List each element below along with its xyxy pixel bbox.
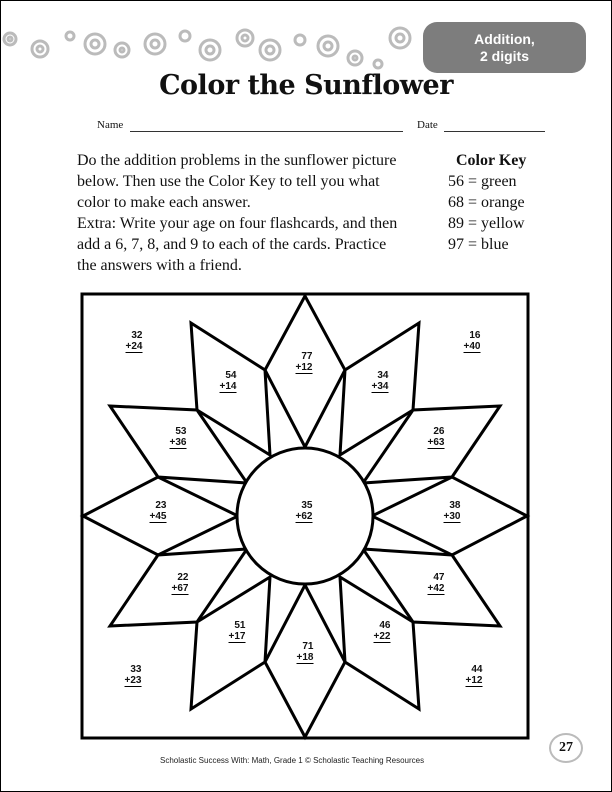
addend-top: 47: [433, 572, 445, 583]
addend-top: 54: [225, 370, 237, 381]
instruction-line: Do the addition problems in the sunflower picture: [77, 152, 397, 169]
addend-top: 77: [301, 351, 313, 362]
page-title: Color the Sunflower: [159, 70, 453, 101]
addend-bottom: +23: [124, 675, 142, 686]
addition-problem: [172, 572, 189, 595]
addition-problem: [444, 500, 461, 523]
addition-problem: [466, 664, 483, 687]
addend-top: 22: [177, 572, 189, 583]
instruction-line: the answers with a friend.: [77, 257, 242, 274]
instruction-line: add a 6, 7, 8, and 9 to each of the cards. Practice: [77, 236, 387, 253]
addend-bottom: +24: [125, 341, 143, 352]
instruction-line: below. Then use the Color Key to tell you what: [77, 173, 380, 190]
addition-problem: [296, 351, 313, 374]
topic-line-2: 2 digits: [479, 47, 529, 64]
addend-bottom: +17: [228, 631, 246, 642]
addition-problem: [428, 426, 445, 449]
addend-top: 26: [433, 426, 445, 437]
color-key-title: Color Key: [456, 152, 527, 169]
addition-problem: [125, 664, 142, 687]
addend-top: 38: [449, 500, 461, 511]
addend-bottom: +14: [219, 381, 237, 392]
topic-line-1: Addition,: [474, 30, 535, 47]
addend-bottom: +18: [296, 652, 314, 663]
addend-bottom: +12: [295, 362, 313, 373]
addend-bottom: +67: [171, 583, 189, 594]
addend-top: 71: [302, 641, 314, 652]
addend-bottom: +30: [443, 511, 461, 522]
addition-problem: [297, 641, 314, 664]
color-key-entry: 89 = yellow: [448, 215, 525, 232]
page-number: 27: [549, 733, 583, 763]
addition-problem: [126, 330, 143, 353]
addend-top: 35: [301, 500, 313, 511]
addend-bottom: +12: [465, 675, 483, 686]
addend-top: 34: [377, 370, 389, 381]
addend-top: 44: [471, 664, 483, 675]
addition-problem: [372, 370, 389, 393]
addend-bottom: +36: [169, 437, 187, 448]
addend-top: 51: [234, 620, 246, 631]
color-key-entry: 97 = blue: [448, 236, 509, 253]
date-label: Date: [417, 119, 438, 131]
instruction-line: color to make each answer.: [77, 194, 251, 211]
instruction-line: Extra: Write your age on four flashcards, and then: [77, 215, 398, 232]
addend-top: 33: [130, 664, 142, 675]
addend-top: 23: [155, 500, 167, 511]
addend-top: 53: [175, 426, 187, 437]
addition-problem: [464, 330, 481, 353]
addend-bottom: +40: [463, 341, 481, 352]
addition-problem: [170, 426, 187, 449]
addend-bottom: +63: [427, 437, 445, 448]
addition-problem: [220, 370, 237, 393]
addend-top: 16: [469, 330, 481, 341]
addition-problem: [374, 620, 391, 643]
addition-problem: [229, 620, 246, 643]
addition-problem: [296, 500, 313, 523]
addend-bottom: +42: [427, 583, 445, 594]
footer-credit: Scholastic Success With: Math, Grade 1 © Scholastic Teaching Resources: [160, 756, 425, 765]
color-key-entry: 68 = orange: [448, 194, 525, 211]
addend-bottom: +62: [295, 511, 313, 522]
addend-bottom: +22: [373, 631, 391, 642]
addition-problem: [428, 572, 445, 595]
addition-problem: [150, 500, 167, 523]
color-key-entry: 56 = green: [448, 173, 517, 190]
addend-top: 32: [131, 330, 143, 341]
addend-bottom: +45: [149, 511, 167, 522]
addend-top: 46: [379, 620, 391, 631]
addend-bottom: +34: [371, 381, 389, 392]
name-label: Name: [97, 119, 124, 131]
